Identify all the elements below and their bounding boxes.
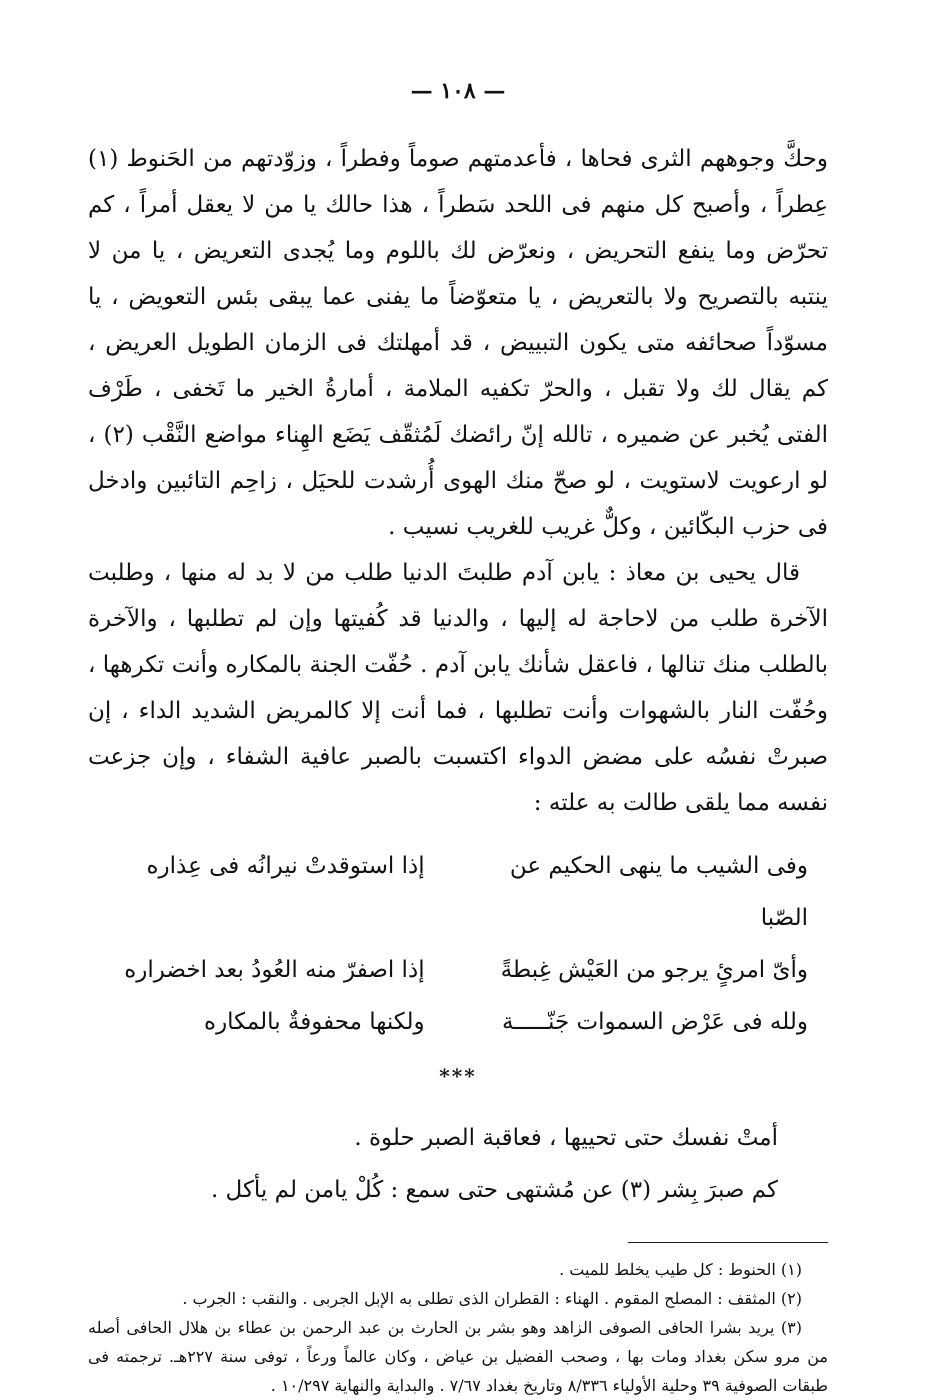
section-separator: *** (439, 1064, 477, 1088)
verse-first-hemistich: وفى الشيب ما ينهى الحكيم عن الصّبا (509, 853, 808, 931)
poem-verse (98, 944, 808, 996)
poem-verse (98, 996, 808, 1048)
poem (98, 840, 808, 1048)
verse-second-hemistich: إذا استوقدتْ نيرانُه فى عِذاره (146, 853, 425, 879)
closing-line: كم صبرَ بِشر (٣) عن مُشتهى حتى سمع : كُلْ يامن لم يأكل . (210, 1177, 778, 1203)
verse-first-hemistich: وأىّ امرئٍ يرجو من العَيْش غِبطةً (500, 957, 808, 983)
paragraph-yahya-quote: قال يحيى بن معاذ : يابن آدم طلبتَ الدنيا طلب من لا بد له منها ، وطلبت الآخرة طلب من لاحاجة له إليها ، والدنيا قد كُفيتها وإن لم تطلبها ، والآخرة بالطلب منك تنالها ، فاعقل شأنك يابن آدم . حُفّت الجنة بالمكاره وأنت تكرهها ، وحُفّت النار بالشهوات وأنت تطلبها ، فما أنت إلا كالمريض الشديد الداء ، إن صبرتْ نفسُه على مضض الدواء اكتسبت بالصبر عافية الشفاء ، وإن جزعت نفسه مما يلقى طالت به علته : (88, 560, 828, 816)
poem-verse (98, 840, 808, 944)
footnote-2: (٢) المثقف : المصلح المقوم . الهناء : القطران الذى تطلى به الإبل الجربى . والنقب : الجرب . (182, 1289, 802, 1308)
footnote-3: (٣) يريد بشرا الحافى الصوفى الزاهد وهو بشر بن الحارث بن عبد الرحمن بن عطاء بن هلال الحافى أصله من مرو سكن بغداد ومات بها ، وصحب الفضيل بن عياض ، وكان عالماً ورعاً ، توفى سنة ٢٢٧هـ. ترجمته فى طبقات الصوفية ٣٩ وحلية الأولياء ٨/٣٣٦ وتاريخ بغداد ٧/٦٧ . والبداية والنهاية ١٠/٢٩٧ . (88, 1318, 828, 1395)
page-number: — ١٠٨ — (410, 78, 506, 104)
book-page (88, 78, 828, 1400)
verse-first-hemistich: ولله فى عَرْض السموات جَنّـــــة (501, 1009, 808, 1035)
footnote-1: (١) الحنوط : كل طيب يخلط للميت . (559, 1260, 802, 1279)
verse-second-hemistich: ولكنها محفوفةٌ بالمكاره (204, 1009, 425, 1035)
body-text (88, 136, 828, 826)
footnotes (88, 1255, 828, 1400)
footnote-divider (628, 1242, 828, 1243)
closing-lines (88, 1112, 828, 1216)
closing-line: أمتْ نفسك حتى تحييها ، فعاقبة الصبر حلوة . (354, 1125, 778, 1151)
verse-second-hemistich: إذا اصفرّ منه العُودُ بعد اخضراره (124, 957, 425, 983)
paragraph-sermon: وحكَّ وجوههم الثرى فحاها ، فأعدمتهم صوماً وفطراً ، وزوّدتهم من الحَنوط (١) عِطراً ، وأصبح كل منهم فى اللحد سَطراً ، هذا حالك يا من لا يعقل أمراً ، كم تحرّض وما ينفع التحريض ، ونعرّض لك باللوم وما يُجدى التعريض ، يا من لا ينتبه بالتصريح ولا بالتعريض ، يا متعوّضاً ما يفنى عما يبقى بئس التعويض ، يا مسوّداً صحائفه متى يكون التبييض ، قد أمهلتك فى الزمان الطويل العريض ، كم يقال لك ولا تقبل ، والحرّ تكفيه الملامة ، أمارةُ الخير ما تَخفى ، طَرْف الفتى يُخبر عن ضميره ، تالله إنّ رائضك لَمُثقّف يَضَع الهِناء مواضع النَّقْب (٢) ، لو ارعويت لاستويت ، لو صحّ منك الهوى أُرشدت للحيَل ، زاحِم التائبين وادخل فى حزب البكّائين ، وكلٌّ غريب للغريب نسيب . (88, 146, 828, 540)
